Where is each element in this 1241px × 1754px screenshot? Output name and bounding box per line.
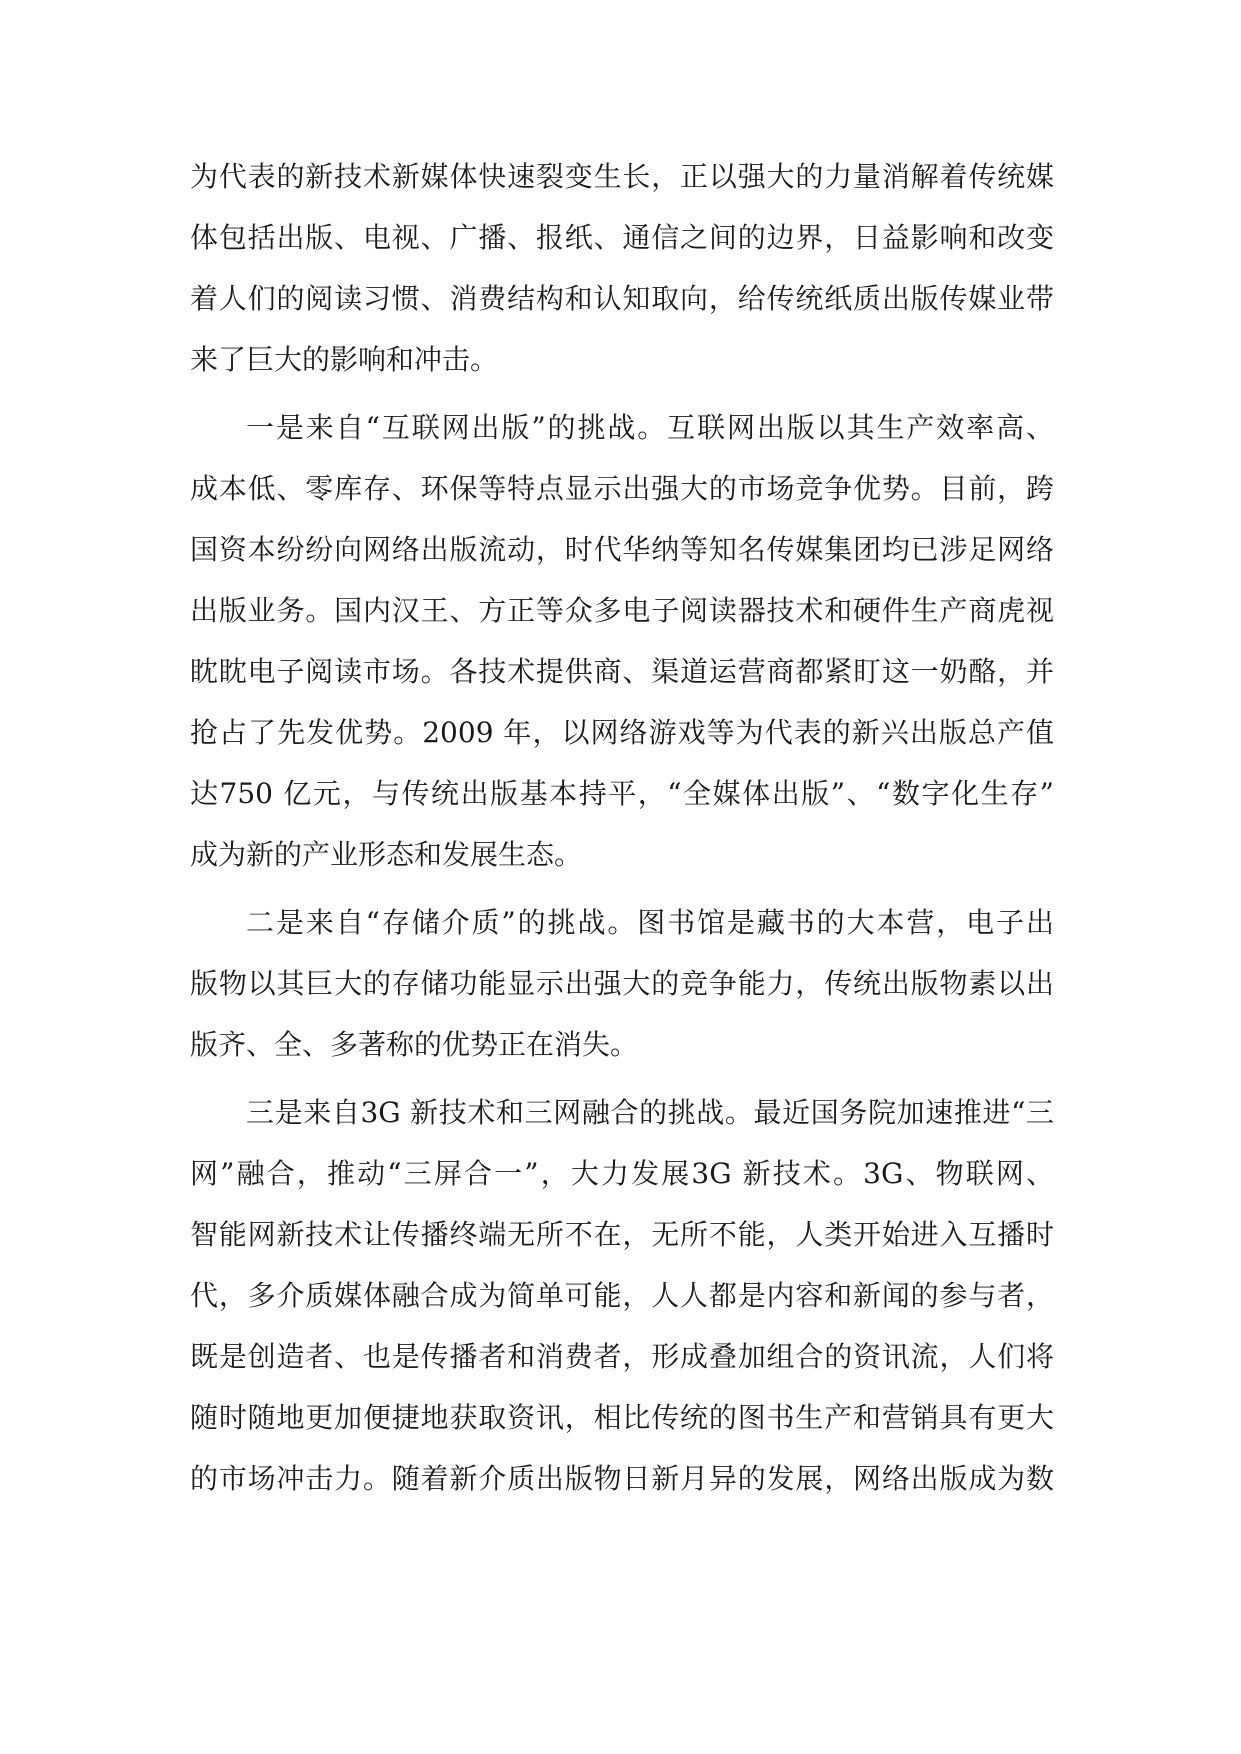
text-line: 版物以其巨大的存储功能显示出强大的竞争能力，传统出版物素以出 (190, 967, 1054, 1000)
text-line: 眈眈电子阅读市场。各技术提供商、渠道运营商都紧盯这一奶酪，并 (190, 655, 1054, 688)
text-line: 随时随地更加便捷地获取资讯，相比传统的图书生产和营销具有更大 (190, 1401, 1054, 1434)
text-line: 二是来自“存储介质”的挑战。图书馆是藏书的大本营，电子出 (246, 906, 1054, 939)
text-line: 为代表的新技术新媒体快速裂变生长，正以强大的力量消解着传统媒 (190, 160, 1054, 193)
text-line: 成本低、零库存、环保等特点显示出强大的市场竞争优势。目前，跨 (190, 472, 1054, 505)
text-line: 网”融合，推动“三屏合一”，大力发展3G 新技术。3G、物联网、 (190, 1157, 1054, 1190)
text-line: 智能网新技术让传播终端无所不在，无所不能，人类开始进入互播时 (190, 1218, 1054, 1251)
text-line: 代，多介质媒体融合成为简单可能，人人都是内容和新闻的参与者， (190, 1279, 1054, 1312)
text-line: 着人们的阅读习惯、消费结构和认知取向，给传统纸质出版传媒业带 (190, 282, 1054, 315)
text-line: 一是来自“互联网出版”的挑战。互联网出版以其生产效率高、 (246, 411, 1054, 444)
text-line: 三是来自3G 新技术和三网融合的挑战。最近国务院加速推进“三 (246, 1096, 1054, 1129)
text-line: 来了巨大的影响和冲击。 (190, 343, 499, 376)
text-line: 达750 亿元，与传统出版基本持平，“全媒体出版”、“数字化生存” (190, 777, 1054, 810)
text-line: 出版业务。国内汉王、方正等众多电子阅读器技术和硬件生产商虎视 (190, 594, 1054, 627)
text-line: 的市场冲击力。随着新介质出版物日新月异的发展，网络出版成为数 (190, 1462, 1054, 1495)
text-line: 成为新的产业形态和发展生态。 (190, 838, 583, 871)
text-line: 抢占了先发优势。2009 年，以网络游戏等为代表的新兴出版总产值 (190, 716, 1054, 749)
text-line: 国资本纷纷向网络出版流动，时代华纳等知名传媒集团均已涉足网络 (190, 533, 1054, 566)
text-line: 体包括出版、电视、广播、报纸、通信之间的边界，日益影响和改变 (190, 221, 1054, 254)
text-line: 版齐、全、多著称的优势正在消失。 (190, 1028, 639, 1061)
text-line: 既是创造者、也是传播者和消费者，形成叠加组合的资讯流，人们将 (190, 1340, 1054, 1373)
